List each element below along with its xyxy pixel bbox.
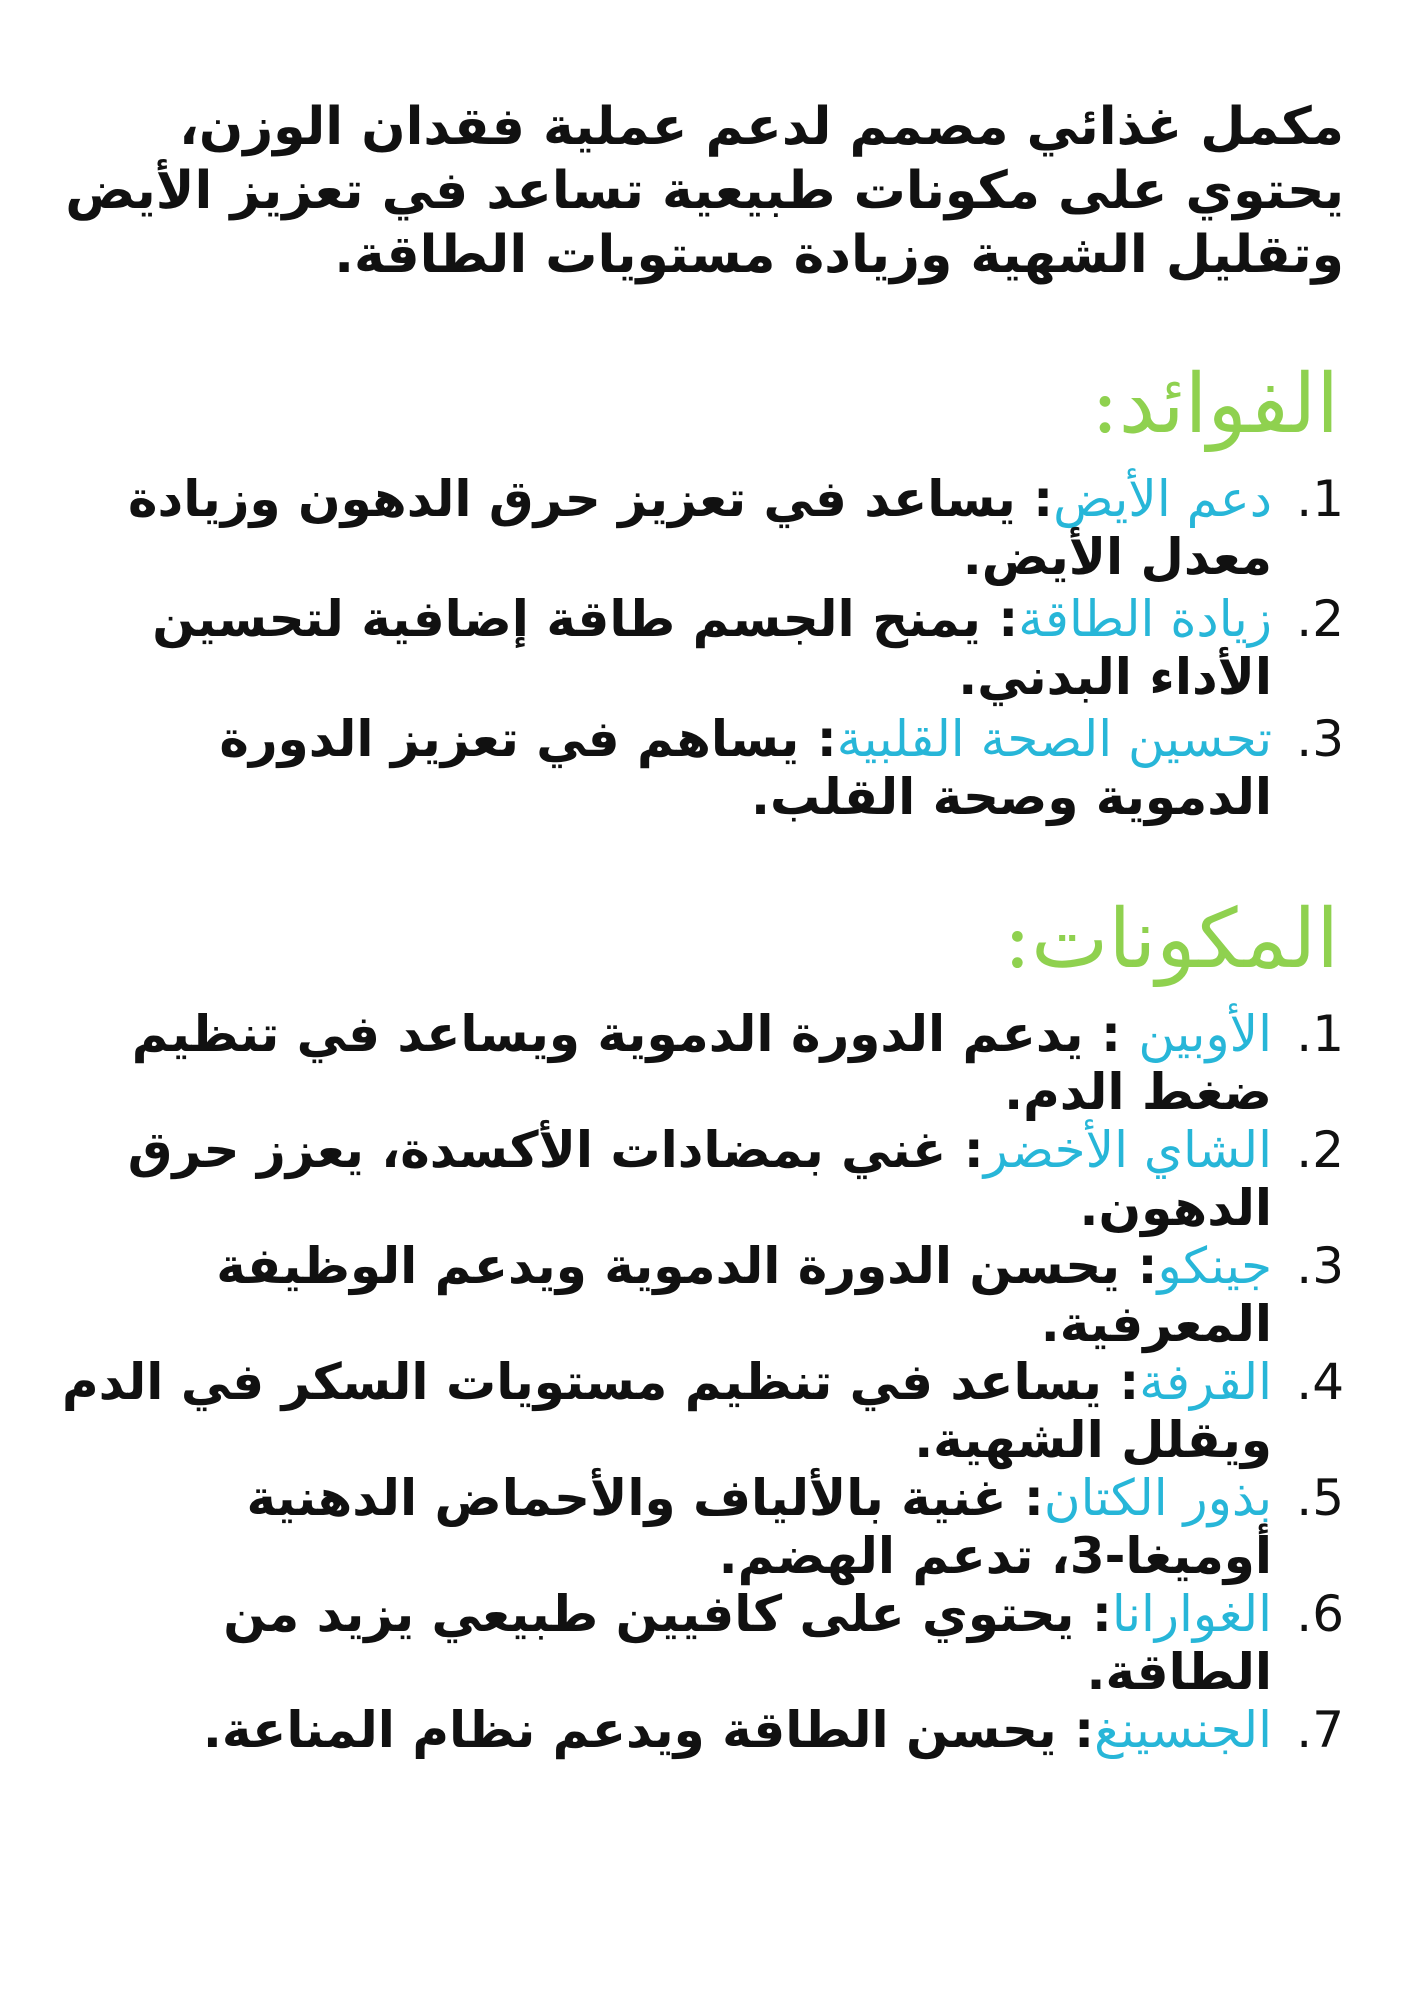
- benefits-list: [54, 470, 1344, 830]
- ingredient-description: : يحتوي على كافيين طبيعي يزيد من الطاقة.: [223, 1585, 1272, 1701]
- ingredient-item: [24, 1469, 1344, 1585]
- ingredient-description: : غنية بالألياف والأحماض الدهنية أوميغا-3، تدعم الهضم.: [246, 1469, 1272, 1585]
- ingredient-item: [24, 1353, 1344, 1469]
- ingredient-item: [24, 1701, 1344, 1759]
- ingredient-number: 4.: [1296, 1353, 1344, 1411]
- ingredient-number: 7.: [1296, 1701, 1344, 1759]
- benefit-number: 3.: [1296, 710, 1344, 768]
- ingredient-term: الشاي الأخضر: [983, 1121, 1272, 1179]
- ingredient-description: : يحسن الطاقة ويدعم نظام المناعة.: [202, 1701, 1095, 1759]
- benefit-description: : يمنح الجسم طاقة إضافية لتحسين الأداء البدني.: [152, 590, 1272, 706]
- ingredient-description: : يدعم الدورة الدموية ويساعد في تنظيم ضغط الدم.: [131, 1005, 1272, 1121]
- benefit-term: زيادة الطاقة: [1018, 590, 1272, 648]
- ingredient-number: 6.: [1296, 1585, 1344, 1643]
- ingredient-item: [24, 1237, 1344, 1353]
- benefit-number: 1.: [1296, 470, 1344, 528]
- benefit-term: دعم الأيض: [1053, 470, 1272, 528]
- ingredient-description: : يساعد في تنظيم مستويات السكر في الدم ويقلل الشهية.: [62, 1353, 1272, 1469]
- ingredient-item: [24, 1585, 1344, 1701]
- ingredient-number: 1.: [1296, 1005, 1344, 1063]
- benefits-heading: الفوائد:: [1091, 357, 1339, 452]
- ingredient-term: الغوارانا: [1111, 1585, 1272, 1643]
- ingredient-item: [24, 1121, 1344, 1237]
- ingredient-term: بذور الكتان: [1043, 1469, 1272, 1527]
- benefit-term: تحسين الصحة القلبية: [836, 710, 1272, 768]
- ingredient-term: جينكو: [1157, 1237, 1272, 1295]
- ingredient-term: الأوبين: [1138, 1005, 1272, 1063]
- intro-paragraph: مكمل غذائي مصمم لدعم عملية فقدان الوزن، يحتوي على مكونات طبيعية تساعد في تعزيز الأيض وتقليل الشهية وزيادة مستويات الطاقة.: [65, 97, 1344, 285]
- ingredient-description: : غني بمضادات الأكسدة، يعزز حرق الدهون.: [127, 1121, 1272, 1237]
- benefit-item: [54, 710, 1344, 826]
- ingredient-item: [24, 1005, 1344, 1121]
- ingredients-list: [24, 1005, 1344, 1759]
- ingredient-term: القرفة: [1139, 1353, 1272, 1411]
- benefit-description: : يساهم في تعزيز الدورة الدموية وصحة القلب.: [219, 710, 1272, 826]
- ingredient-number: 2.: [1296, 1121, 1344, 1179]
- benefit-description: : يساعد في تعزيز حرق الدهون وزيادة معدل الأيض.: [128, 470, 1272, 586]
- ingredient-number: 3.: [1296, 1237, 1344, 1295]
- benefit-item: [54, 470, 1344, 586]
- benefit-item: [54, 590, 1344, 706]
- ingredient-number: 5.: [1296, 1469, 1344, 1527]
- ingredient-description: : يحسن الدورة الدموية ويدعم الوظيفة المعرفية.: [216, 1237, 1272, 1353]
- benefit-number: 2.: [1296, 590, 1344, 648]
- ingredients-heading: المكونات:: [1003, 892, 1339, 987]
- ingredient-term: الجنسينغ: [1094, 1701, 1272, 1759]
